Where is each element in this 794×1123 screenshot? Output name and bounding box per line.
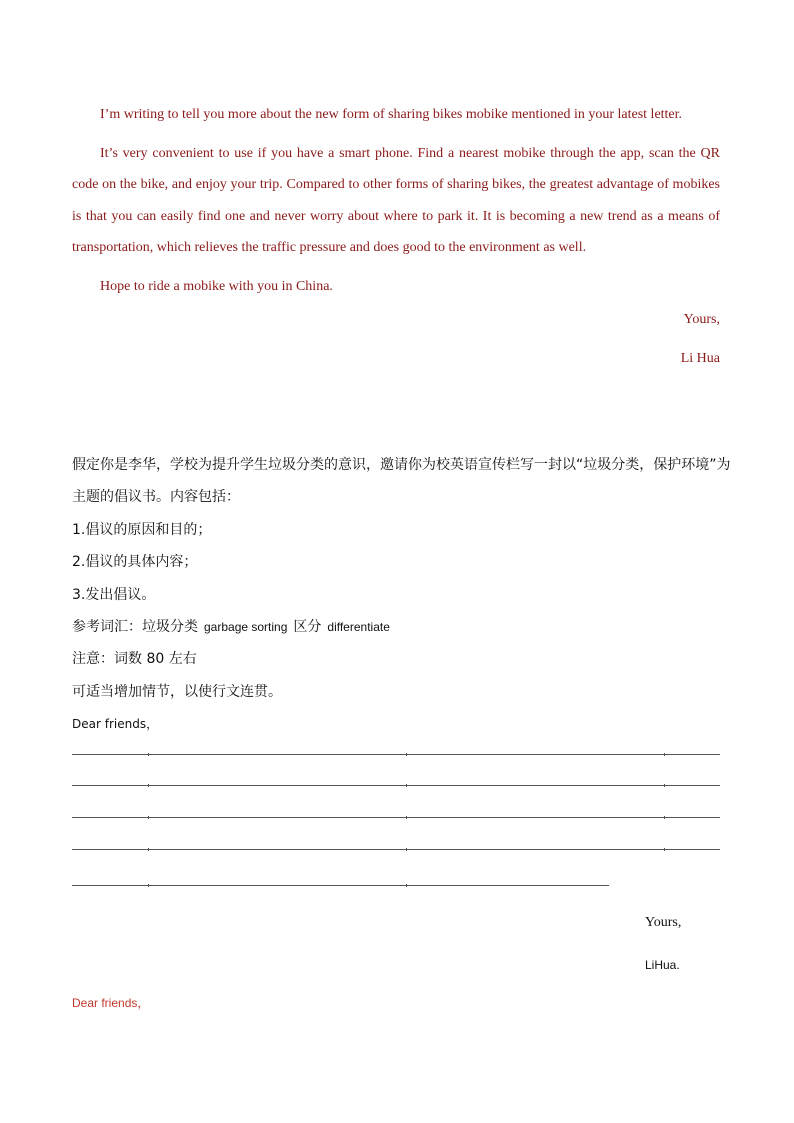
answer-signature: LiHua. <box>645 958 680 972</box>
writing-task <box>72 449 731 741</box>
line-tick <box>406 848 407 851</box>
line-tick <box>148 884 149 887</box>
task-prompt-line-2: 主题的倡议书。内容包括： <box>72 489 240 506</box>
task-prompt-line-1: 假定你是李华，学校为提升学生垃圾分类的意识，邀请你为校英语宣传栏写一封以“垃圾分类，保护环境”为 <box>72 457 731 473</box>
line-tick <box>148 753 149 756</box>
writing-line[interactable] <box>72 849 720 850</box>
task-greeting: Dear friends， <box>72 717 159 732</box>
task-point-2: 2.倡议的具体内容； <box>72 554 198 571</box>
task-point-1: 1.倡议的原因和目的； <box>72 521 212 538</box>
line-tick <box>664 784 665 787</box>
writing-line[interactable] <box>72 885 609 886</box>
line-tick <box>664 816 665 819</box>
sample-signature: Li Hua <box>680 351 720 366</box>
vocab-label: 参考词汇：垃圾分类 <box>72 619 198 636</box>
writing-line[interactable] <box>72 817 720 818</box>
line-tick <box>664 848 665 851</box>
vocab-term-garbage-sorting: garbage sorting <box>204 620 288 635</box>
line-tick <box>664 753 665 756</box>
line-tick <box>148 784 149 787</box>
line-tick <box>406 753 407 756</box>
task-vocab <box>72 611 724 643</box>
vocab-label-2: 区分 <box>293 619 322 636</box>
line-tick <box>406 784 407 787</box>
sample-paragraph-1: I’m writing to tell you more about the new form of sharing bikes mobike mentioned in your latest letter. <box>100 107 683 122</box>
line-tick <box>406 816 407 819</box>
sample-closing: Yours, <box>683 312 720 327</box>
line-tick <box>406 884 407 887</box>
line-tick <box>148 848 149 851</box>
final-greeting: Dear friends， <box>72 996 150 1010</box>
writing-line[interactable] <box>72 754 720 755</box>
vocab-term-differentiate: differentiate <box>327 620 390 635</box>
answer-closing: Yours, <box>645 915 682 930</box>
sample-paragraph-2: It’s very convenient to use if you have a smart phone. Find a nearest mobike through the app, scan the QR code on the bike, and enjoy your trip. Compared to other forms of sharing bikes, the greatest advantage of mobikes is that you can easily find one and never worry about where to park it. It is becoming a new trend as a means of transportation, which relieves the traffic pressure and does good to the environment as well. <box>72 145 720 255</box>
task-point-3: 3.发出倡议。 <box>72 586 156 603</box>
sample-letter <box>72 99 720 309</box>
writing-line[interactable] <box>72 785 720 786</box>
task-note: 注意：词数 80 左右 <box>72 651 197 668</box>
line-tick <box>148 816 149 819</box>
sample-paragraph-3: Hope to ride a mobike with you in China. <box>100 278 333 294</box>
task-hint: 可适当增加情节，以使行文连贯。 <box>72 683 282 700</box>
